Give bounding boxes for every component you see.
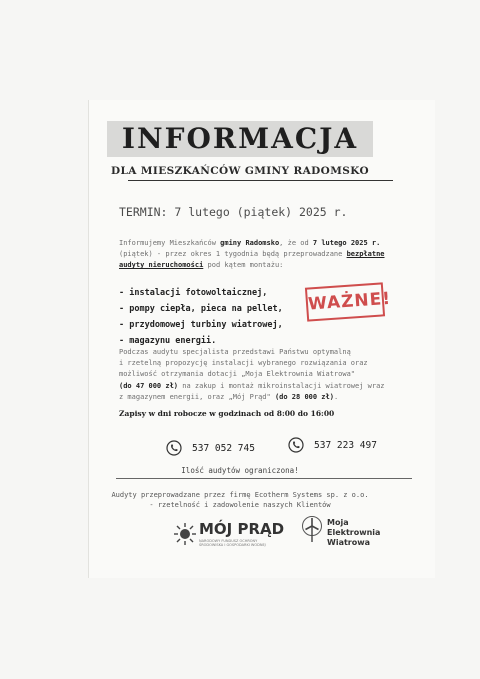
headline: INFORMACJA: [107, 121, 373, 157]
list-item: - instalacji fotowoltaicznej,: [119, 288, 268, 298]
moj-prad-text: MÓJ PRĄD: [199, 520, 285, 538]
phone-number-2: 537 223 497: [314, 439, 377, 451]
intro-paragraph: [119, 238, 419, 272]
phone-2: [288, 437, 377, 453]
list-item: - magazynu energii.: [119, 336, 217, 346]
moj-prad-subtext: NARODOWY FUNDUSZ OCHRONY ŚRODOWISKA I GOSPODARKI WODNEJ: [199, 539, 266, 547]
wind-turbine-icon: [301, 515, 323, 543]
body-line-end: .: [333, 392, 339, 401]
footer: [0, 490, 480, 510]
intro-text-1: Informujemy Mieszkańców: [119, 239, 221, 247]
intro-free: bezpłatne: [346, 250, 385, 259]
termin-line: TERMIN: 7 lutego (piątek) 2025 r.: [119, 205, 348, 219]
intro-audits: audyty nieruchomości: [119, 261, 204, 270]
intro-text-5: (piątek) - przez okres 1 tygodnia będą przeprowadzane: [119, 250, 347, 259]
limited-audits-notice: Ilość audytów ograniczona!: [181, 466, 299, 475]
footer-line-1: Audyty przeprowadzane przez firmę Ecotherm Systems sp. z o.o.: [111, 491, 369, 499]
footer-line-2: - rzetelność i zadowolenie naszych Klientów: [149, 501, 331, 509]
body-line: na zakup i montaż mikroinstalacji wiatrowej wraz: [178, 381, 385, 390]
moja-elektrownia-wiatrowa-logo: [301, 515, 380, 548]
grant-amount-wind: (do 47 000 zł): [119, 381, 179, 390]
moj-prad-logo: [173, 520, 284, 547]
subheadline: DLA MIESZKAŃCÓW GMINY RADOMSKO: [110, 165, 370, 177]
sun-icon: [173, 522, 197, 546]
subheadline-underline: [128, 180, 393, 181]
intro-text-3: , że od: [279, 239, 313, 247]
body-line: z magazynem energii, oraz „Mój Prąd": [119, 392, 275, 401]
mew-line-3: Wiatrowa: [327, 538, 371, 547]
intro-gmina: gminy Radomsko: [220, 239, 280, 247]
signup-hours: Zapisy w dni robocze w godzinach od 8:00 do 16:00: [119, 409, 335, 418]
body-paragraph: [119, 347, 419, 403]
mew-line-2: Elektrownia: [327, 528, 381, 537]
list-item: - przydomowej turbiny wiatrowej,: [119, 320, 283, 330]
body-line: i rzetelną propozycję instalacji wybranego rozwiązania oraz: [119, 359, 368, 368]
phone-icon: [166, 440, 182, 456]
phone-number-1: 537 052 745: [192, 442, 255, 454]
intro-date: 7 lutego 2025 r.: [312, 239, 381, 247]
intro-text-8: pod kątem montażu:: [203, 261, 284, 270]
installation-list: [119, 285, 283, 349]
grant-amount-pv: (do 28 000 zł): [274, 392, 334, 401]
mew-line-1: Moja: [327, 518, 349, 527]
body-line: możliwość otrzymania dotacji „Moja Elektrownia Wiatrowa": [119, 370, 356, 379]
list-item: - pompy ciepła, pieca na pellet,: [119, 304, 283, 314]
phone-icon: [288, 437, 304, 453]
divider: [116, 478, 412, 479]
phone-1: [166, 440, 255, 456]
body-line: Podczas audytu specjalista przedstawi Państwu optymalną: [119, 348, 351, 356]
important-stamp: WAŻNE!: [305, 282, 385, 321]
